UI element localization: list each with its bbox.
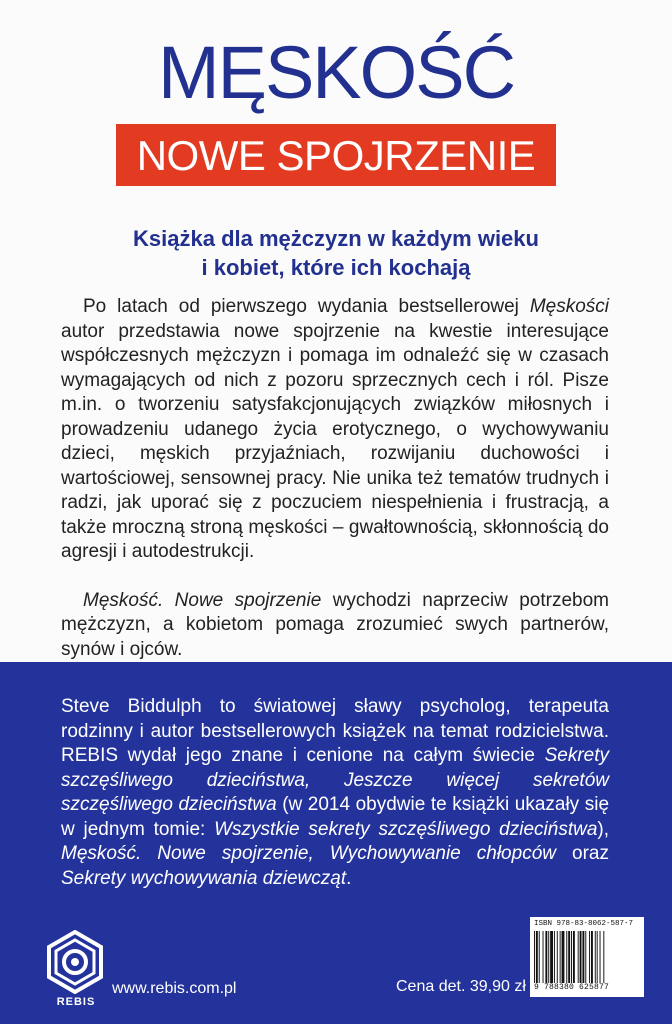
- retail-price: Cena det. 39,90 zł: [396, 978, 526, 995]
- barcode-bar: [557, 931, 558, 983]
- barcode-bar: [585, 931, 586, 983]
- author-italic: Wszystkie sekrety szczęśliwego dzieciństwa: [214, 818, 598, 840]
- subtitle-banner: [116, 124, 556, 186]
- author-text: (w 2014 obydwie te książki ukazały się w jednym tomie:: [61, 794, 610, 840]
- publisher-name: REBIS: [56, 996, 96, 1008]
- barcode-bar: [545, 931, 547, 983]
- author-italic: Męskość. Nowe spojrzenie, Wychowywanie chłopców: [61, 843, 556, 864]
- author-bio: [61, 695, 609, 891]
- barcode-bar: [595, 931, 596, 983]
- author-text: Steve Biddulph to światowej sławy psycholog, terapeuta rodzinny i autor bestsellerowych książek na temat rodzicielstwa. REBIS wydał jego znane i cenione na całym świecie: [61, 696, 609, 766]
- barcode-bar: [550, 931, 553, 983]
- book-subtitle: NOWE SPOJRZENIE: [136, 132, 536, 179]
- description-paragraph-1: [61, 295, 609, 565]
- author-text: oraz: [555, 843, 609, 864]
- description-text: Po latach od pierwszego wydania bestsellerowej: [83, 296, 530, 317]
- barcode-bar: [600, 931, 601, 983]
- tagline-line-1: Książka dla mężczyzn w każdym wieku: [133, 226, 539, 251]
- author-text: .: [346, 867, 352, 889]
- author-text: ),: [597, 818, 609, 840]
- barcode-bar: [578, 931, 579, 983]
- barcode-bar: [554, 931, 555, 983]
- book-title: MĘSKOŚĆ: [157, 31, 515, 114]
- barcode-bar: [539, 931, 540, 983]
- barcode-bar: [571, 931, 572, 983]
- description-text: wychodzi naprzeciw potrzebom mężczyzn, a kobietom pomaga zrozumieć swych partnerów, synów i ojców.: [61, 589, 609, 660]
- book-description: [61, 295, 609, 662]
- barcode-bar: [566, 931, 567, 983]
- barcode-bar: [597, 931, 598, 983]
- barcode-bar: [603, 931, 604, 983]
- description-paragraph-2: [61, 589, 609, 663]
- barcode-bar: [543, 931, 544, 983]
- barcode-bars-icon: [534, 931, 640, 983]
- author-italic: Sekrety szczęśliwego dzieciństwa, Jeszcze więcej sekretów szczęśliwego dzieciństwa: [61, 745, 609, 815]
- tagline: [0, 224, 672, 282]
- tagline-line-2: i kobiet, które ich kochają: [201, 255, 471, 280]
- description-italic: Męskość. Nowe spojrzenie: [83, 589, 322, 611]
- barcode-bar: [560, 931, 561, 983]
- barcode-bar: [562, 931, 565, 983]
- barcode-bar: [589, 931, 590, 983]
- isbn-label: ISBN 978-83-8062-587-7: [534, 920, 634, 928]
- ean-number: 9 788380 625877: [534, 983, 610, 992]
- barcode-bar: [534, 931, 535, 983]
- barcode-bar: [536, 931, 538, 983]
- barcode-bar: [573, 931, 575, 983]
- barcode-bar: [582, 931, 584, 983]
- description-italic: Męskości: [529, 296, 609, 317]
- publisher-url[interactable]: www.rebis.com.pl: [112, 980, 237, 997]
- barcode-bar: [580, 931, 582, 983]
- author-italic: Sekrety wychowywania dziewcząt: [61, 867, 347, 889]
- description-text: autor przedstawia nowe spojrzenie na kwestie interesujące współczesnych mężczyzn i pomaga im odnaleźć się w czasach wymagających od nich z pozoru sprzecznych cech i ról. Pisze m.in. o tworzeniu satysfakcjonujących związków miłosnych i prowadzeniu udanego życia erotycznego, o wychowywaniu dzieci, męskich przyjaźniach, rozwijaniu duchowości i wartościowej, sensownej pracy. Nie unika też tematów trudnych i radzi, jak uporać się z poczuciem niespełnienia i frustracją, a także mroczną stroną męskości – gwałtownością, skłonnością do agresji i autodestrukcji.: [61, 320, 609, 562]
- rebis-logo-icon: [43, 930, 107, 994]
- barcode-bar: [568, 931, 570, 983]
- barcode-bar: [591, 931, 593, 983]
- barcode: [530, 917, 644, 997]
- barcode-bar: [548, 931, 549, 983]
